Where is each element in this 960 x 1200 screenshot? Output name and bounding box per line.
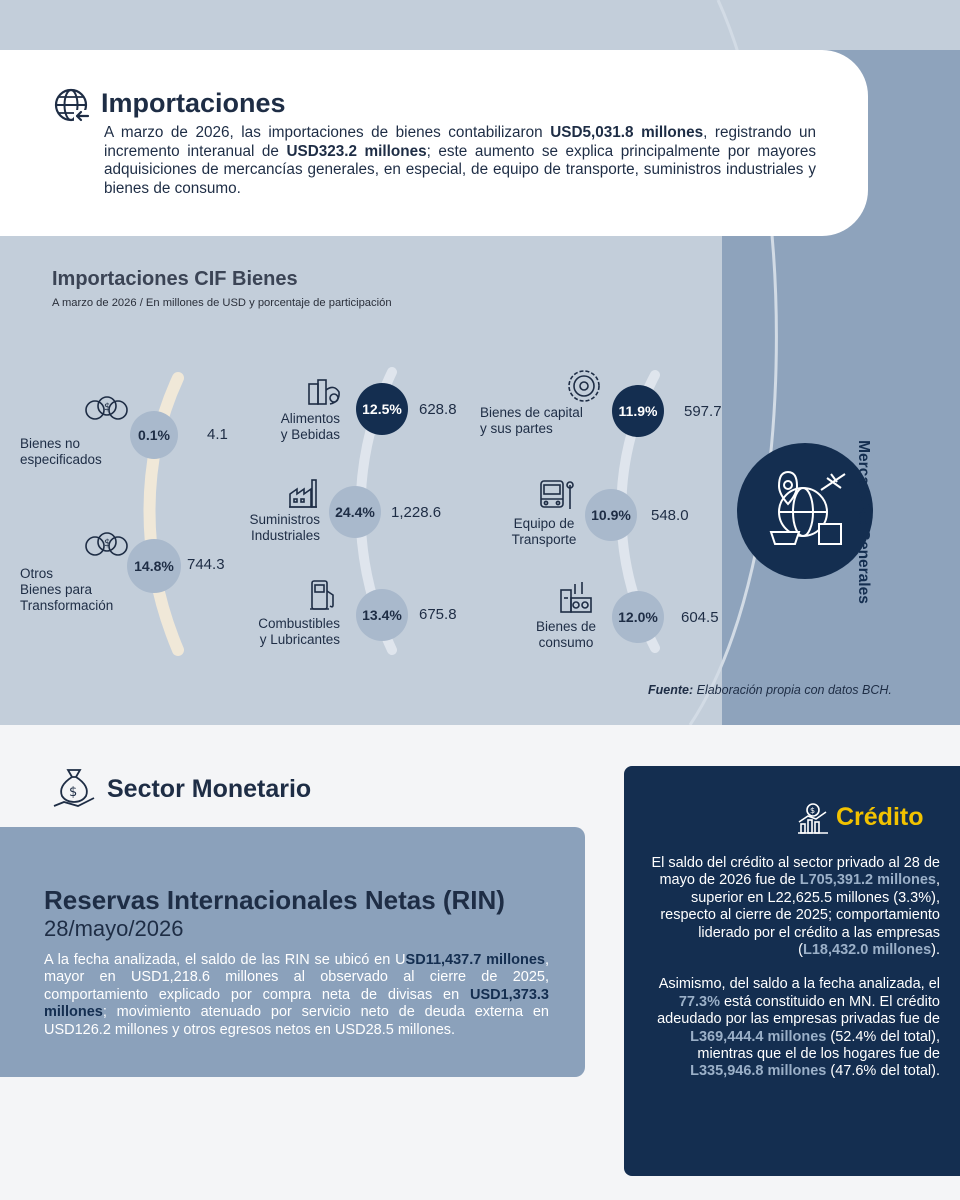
label-suministros-industriales: Suministros Industriales [249, 512, 320, 543]
svg-text:$: $ [69, 785, 78, 800]
global-trade-icon [757, 466, 853, 563]
pct-circle-bienes-capital: 11.9% [612, 385, 664, 437]
text-highlight: L369,444.4 millones [690, 1028, 827, 1045]
value-otros-bienes: 744.3 [187, 556, 225, 573]
label-alimentos-bebidas: Alimentos y Bebidas [280, 411, 340, 442]
money-bag-hand-icon [50, 764, 98, 817]
label-otros-bienes-transformacion: Otros Bienes para Transformación [20, 566, 114, 613]
text-part: , superior en L22,625.5 millones (3.3%), respecto al cierre de 2025; comportamiento liderado por el crédito a las empresas ( [660, 872, 940, 959]
text-highlight: USD1,373.3 millones [44, 986, 549, 1021]
importaciones-title: Importaciones [101, 88, 286, 118]
value-alimentos-bebidas: 628.8 [419, 401, 457, 418]
credit-growth-icon [796, 802, 830, 841]
coins-gears-icon [84, 393, 128, 428]
svg-text:$: $ [104, 538, 111, 549]
rin-text [44, 952, 549, 1039]
value-bienes-consumo: 604.5 [681, 609, 719, 626]
globe-import-icon [52, 86, 92, 131]
text-part: (52.4% del total), mientras que el de los hogares fue de [697, 1028, 940, 1063]
text-part: A marzo de 2026, las importaciones de bienes contabilizaron [104, 124, 551, 141]
credito-text [640, 855, 940, 1098]
chart-title: Importaciones CIF Bienes [52, 268, 298, 290]
kitchen-icon [558, 580, 594, 619]
source-note [648, 683, 892, 697]
mercancias-generales-label: Mercancías Generales [855, 440, 872, 604]
gear-icon [566, 368, 602, 409]
source-text: Elaboración propia con datos BCH. [693, 683, 892, 697]
text-part: , mayor en USD1,218.6 millones al observado al cierre de 2025, comportamiento explicado por compra neta de divisas en [44, 952, 549, 1003]
text-part: , registrando un incremento interanual de [104, 124, 816, 160]
credito-paragraph-1 [640, 855, 940, 959]
bus-icon [538, 477, 576, 518]
chart-subtitle: A marzo de 2026 / En millones de USD y porcentaje de participación [52, 297, 392, 309]
svg-text:$: $ [104, 402, 111, 413]
text-part: ; movimiento atenuado por servicio neto de deuda externa en USD126.2 millones y otros egresos netos en USD28.5 millones. [44, 1004, 549, 1038]
text-part: Asimismo, del saldo a la fecha analizada, el [658, 976, 940, 993]
pct-circle-bienes-consumo: 12.0% [612, 591, 664, 643]
text-part: (47.6% del total). [826, 1063, 940, 1080]
credito-title: Crédito [836, 803, 924, 831]
text-part: El saldo del crédito al sector privado al 28 de mayo de 2026 fue de [651, 855, 940, 889]
text-highlight: SD11,437.7 millones [405, 952, 545, 968]
pct-circle-otros-bienes: 14.8% [127, 539, 181, 593]
label-bienes-capital: Bienes de capital y sus partes [480, 405, 583, 436]
text-highlight: L705,391.2 millones [799, 872, 936, 889]
value-bienes-no-especificados: 4.1 [207, 426, 228, 443]
factory-icon [287, 476, 319, 515]
pct-circle-suministros: 24.4% [329, 486, 381, 538]
text-part: ). [931, 942, 940, 959]
text-highlight: USD323.2 millones [286, 142, 427, 160]
value-bienes-capital: 597.7 [684, 403, 722, 420]
source-label: Fuente: [648, 683, 694, 697]
groceries-icon [306, 376, 342, 413]
text-highlight: L18,432.0 millones [802, 942, 932, 959]
pct-circle-combustibles: 13.4% [356, 589, 408, 641]
label-combustibles-lubricantes: Combustibles y Lubricantes [258, 616, 340, 647]
value-equipo-transporte: 548.0 [651, 507, 689, 524]
label-bienes-no-especificados: Bienes no especificados [20, 436, 102, 467]
rin-title: Reservas Internacionales Netas (RIN) [44, 885, 505, 915]
text-part: A la fecha analizada, el saldo de las RIN se ubicó en U [44, 952, 406, 968]
sector-monetario-title: Sector Monetario [107, 775, 312, 803]
fuel-pump-icon [308, 577, 338, 618]
value-suministros: 1,228.6 [391, 504, 442, 521]
coins-gears-icon [84, 529, 128, 564]
text-highlight: L335,946.8 millones [690, 1063, 827, 1080]
credito-paragraph-2 [640, 976, 940, 1080]
pct-circle-bienes-no-especificados: 0.1% [130, 411, 178, 459]
label-equipo-transporte: Equipo de Transporte [511, 516, 577, 547]
text-part: está constituido en MN. El crédito adeudado por las empresas privadas fue de [657, 993, 940, 1028]
pct-circle-alimentos-bebidas: 12.5% [356, 383, 408, 435]
text-highlight: 77.3% [678, 993, 720, 1010]
text-part: ; este aumento se explica principalmente por mayores adquisiciones de mercancías generales, en especial, de equipo de transporte, suministros industriales y bienes de consumo. [104, 142, 816, 197]
text-highlight: USD5,031.8 millones [550, 124, 704, 141]
value-combustibles: 675.8 [419, 606, 457, 623]
svg-text:$: $ [810, 806, 816, 815]
label-bienes-consumo: Bienes de consumo [535, 619, 597, 650]
importaciones-text [104, 124, 816, 198]
pct-circle-equipo-transporte: 10.9% [585, 489, 637, 541]
rin-date: 28/mayo/2026 [44, 916, 184, 941]
